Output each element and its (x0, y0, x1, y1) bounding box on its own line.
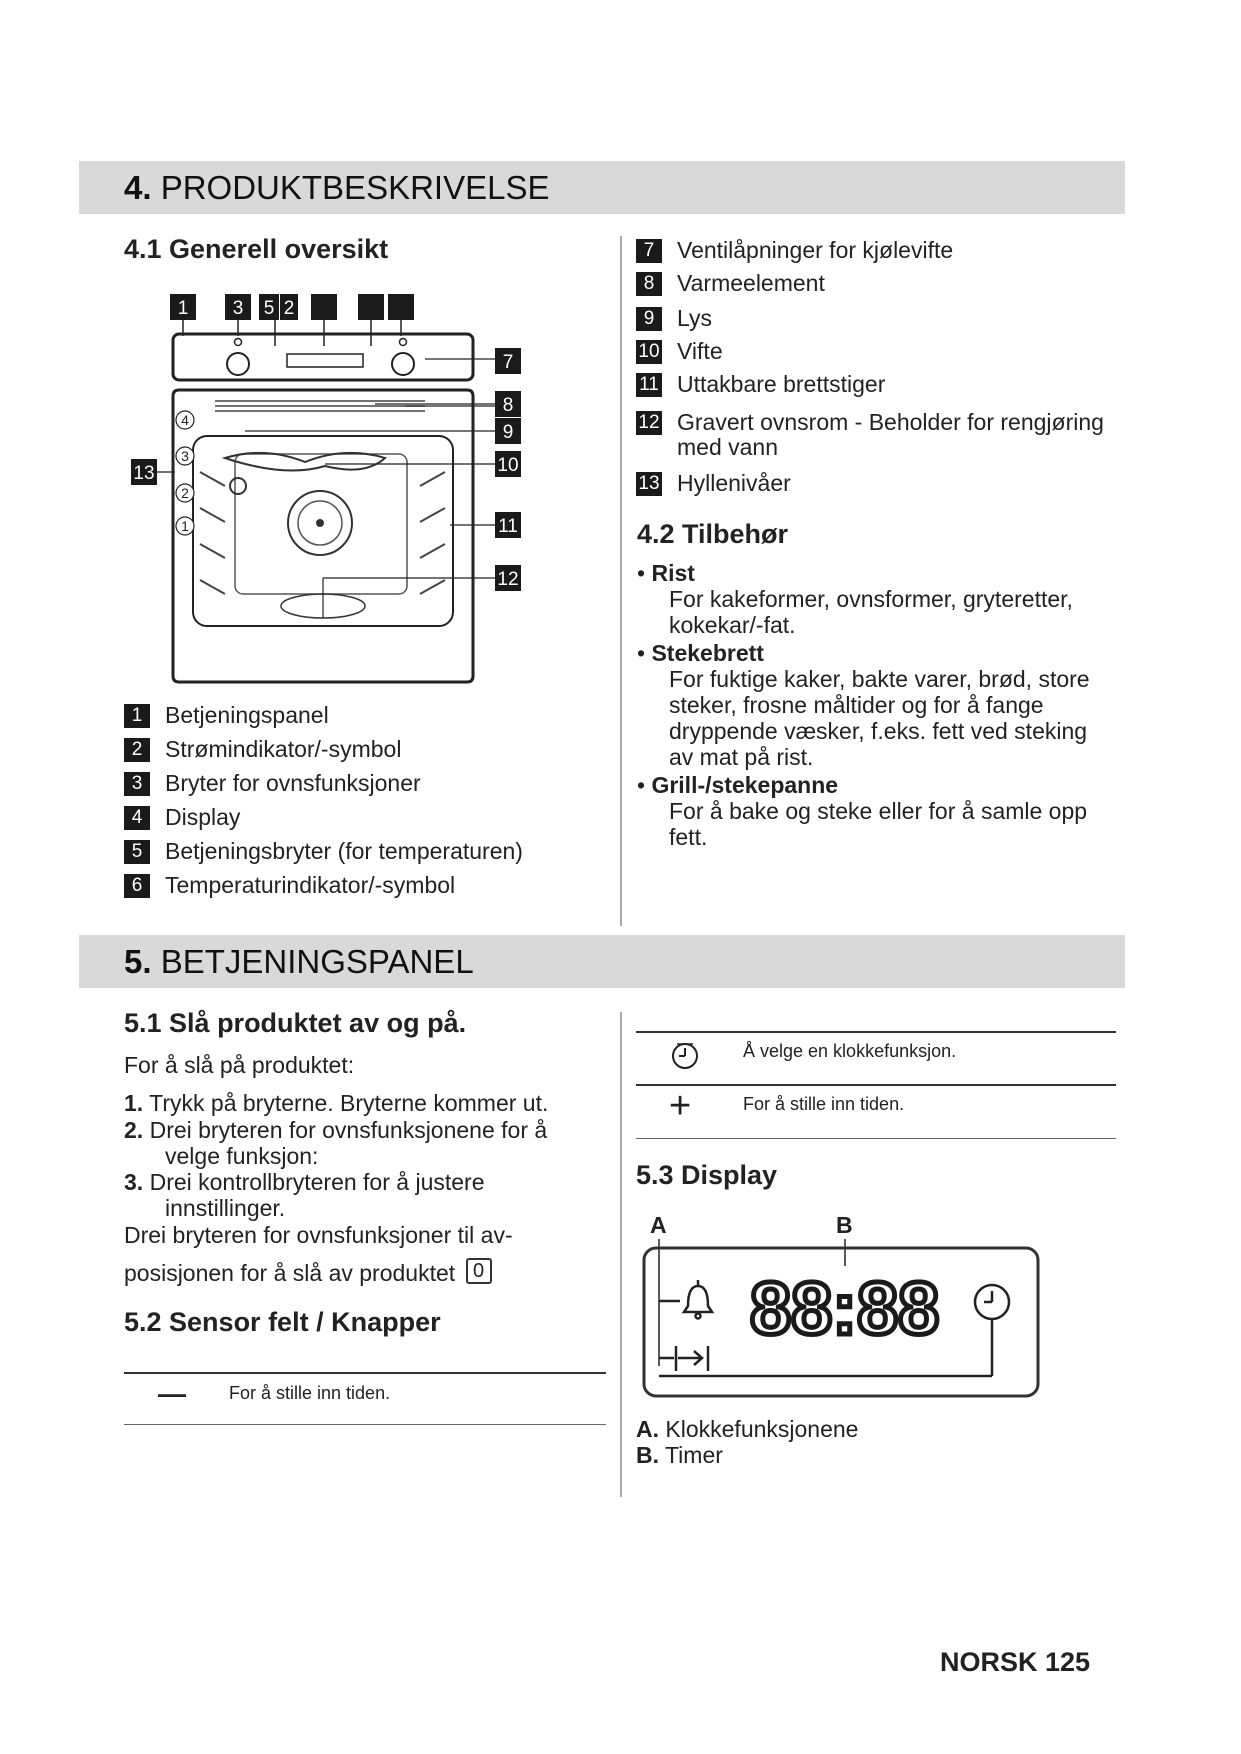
oven-diagram (125, 286, 535, 686)
svg-text:3: 3 (181, 448, 189, 464)
heading-5-3: 5.3 Display (636, 1160, 778, 1190)
svg-text:B: B (836, 1212, 853, 1238)
legend-text: Temperaturindikator/-symbol (165, 872, 456, 898)
display-digits: 88:88 (750, 1267, 940, 1350)
svg-text:2: 2 (283, 298, 295, 319)
off-instruction-2: posisjonen for å slå av produktet 0 (124, 1258, 492, 1287)
sensor-table-bottom (124, 1424, 606, 1425)
accessory-description: For kakeformer, ovnsformer, gryteretter, (669, 586, 1073, 612)
sensor-right-mid (636, 1084, 1116, 1086)
svg-text:7: 7 (502, 352, 514, 373)
accessory-description: fett. (669, 824, 708, 850)
legend-number: 6 (124, 874, 150, 898)
sensor-minus-desc: For å stille inn tiden. (229, 1383, 391, 1403)
legend-text: Ventilåpninger for kjølevifte (677, 237, 954, 263)
svg-text:5: 5 (263, 298, 275, 319)
legend-item-13 (636, 470, 791, 497)
legend-number: 7 (636, 239, 662, 263)
legend-number: 11 (636, 373, 662, 397)
callout-5-2 (259, 294, 298, 346)
control-panel (173, 334, 473, 380)
svg-text:3: 3 (232, 298, 244, 319)
legend-item-3 (124, 770, 421, 797)
legend-item-4 (124, 804, 240, 831)
duration-arrow-icon (659, 1346, 708, 1371)
legend-text: Hyllenivåer (677, 470, 791, 496)
display-note-b: B. Timer (636, 1442, 723, 1468)
legend-number: 4 (124, 806, 150, 830)
heading-4-2: 4.2 Tilbehør (637, 519, 789, 549)
accessory-description: kokekar/-fat. (669, 612, 796, 638)
legend-number: 1 (124, 704, 150, 728)
callout-1 (170, 294, 196, 336)
display-diagram (636, 1206, 1046, 1406)
legend-text: Gravert ovnsrom - Beholder for rengjøring (677, 409, 1104, 435)
legend-text: Betjeningsbryter (for temperaturen) (165, 838, 523, 864)
accessory-description: For fuktige kaker, bakte varer, brød, store (669, 666, 1090, 692)
legend-number: 12 (636, 411, 662, 435)
callout-6-top (388, 294, 414, 320)
off-instruction-1: Drei bryteren for ovnsfunksjoner til av- (124, 1222, 513, 1248)
step-2-cont: velge funksjon: (165, 1143, 319, 1169)
svg-text:8: 8 (502, 395, 514, 416)
heading-4-1: 4.1 Generell oversikt (124, 234, 389, 264)
section4-title: 4. PRODUKTBESKRIVELSE (124, 169, 550, 206)
legend-number: 5 (124, 840, 150, 864)
page-footer: NORSK 125 (940, 1647, 1091, 1677)
step-1: 1. Trykk på bryterne. Bryterne kommer ut. (124, 1090, 549, 1116)
svg-text:A: A (650, 1212, 667, 1238)
svg-text:1: 1 (181, 518, 189, 534)
accessory-description: For å bake og steke eller for å samle opp (669, 798, 1088, 824)
legend-number: 8 (636, 272, 662, 296)
svg-text:2: 2 (181, 485, 189, 501)
legend-text: Lys (677, 305, 712, 331)
accessory-description: av mat på rist. (669, 744, 814, 770)
svg-text:9: 9 (502, 422, 514, 443)
legend-text: Vifte (677, 338, 723, 364)
legend-text: Bryter for ovnsfunksjoner (165, 770, 421, 796)
accessory-description: steker, frosne måltider og for å fange (669, 692, 1044, 718)
svg-text:12: 12 (497, 569, 519, 590)
heading-5-2: 5.2 Sensor felt / Knapper (124, 1307, 441, 1337)
display-note-a: A. Klokkefunksjonene (636, 1416, 859, 1442)
svg-text:11: 11 (498, 516, 518, 537)
step-3-cont: innstillinger. (165, 1195, 286, 1221)
minus-symbol: — (158, 1378, 186, 1409)
sensor-plus-desc: For å stille inn tiden. (743, 1094, 905, 1114)
heading-5-1: 5.1 Slå produktet av og på. (124, 1008, 467, 1038)
legend-number: 2 (124, 738, 150, 762)
clock-icon (670, 1041, 700, 1071)
legend-item-7 (636, 237, 953, 264)
section5-title: 5. BETJENINGSPANEL (124, 943, 474, 980)
legend-number: 13 (636, 472, 662, 496)
legend-number: 3 (124, 772, 150, 796)
svg-text:4: 4 (181, 412, 189, 428)
legend-item-6 (124, 872, 455, 899)
oven-body (173, 390, 473, 682)
column-divider-bottom (620, 1012, 622, 1497)
sensor-clock-desc: Å velge en klokkefunksjon. (743, 1041, 957, 1061)
column-divider-top (620, 236, 622, 926)
legend-text: Uttakbare brettstiger (677, 371, 886, 397)
off-position-symbol: 0 (466, 1258, 492, 1284)
legend-item-2 (124, 736, 401, 763)
accessory-name: • Grill-/stekepanne (637, 772, 839, 798)
accessory-description: dryppende væsker, f.eks. fett ved steking (669, 718, 1088, 744)
legend-item-11 (636, 371, 885, 398)
accessory-name: • Rist (637, 560, 695, 586)
legend-text: Betjeningspanel (165, 702, 329, 728)
bell-icon (659, 1280, 712, 1319)
legend-text: Varmeelement (677, 270, 825, 296)
accessory-name: • Stekebrett (637, 640, 764, 666)
legend-number: 9 (636, 307, 662, 331)
legend-text: Strømindikator/-symbol (165, 736, 402, 762)
legend-item-9 (636, 305, 712, 332)
legend-item-8 (636, 270, 825, 297)
svg-text:1: 1 (177, 298, 189, 319)
callout-5-top (358, 294, 384, 320)
callout-3 (225, 294, 251, 336)
intro-text: For å slå på produktet: (124, 1052, 355, 1078)
plus-symbol: + (669, 1085, 692, 1127)
legend-text: Display (165, 804, 241, 830)
legend-text-cont: med vann (677, 434, 779, 460)
step-3: 3. Drei kontrollbryteren for å justere (124, 1169, 485, 1195)
legend-item-12 (636, 409, 1104, 436)
legend-item-10 (636, 338, 723, 365)
step-2: 2. Drei bryteren for ovnsfunksjonene for å (124, 1117, 548, 1143)
sensor-right-bottom (636, 1138, 1116, 1139)
svg-text:13: 13 (133, 463, 155, 484)
legend-item-1 (124, 702, 329, 729)
sensor-table-top (124, 1372, 606, 1374)
callout-4-top (311, 294, 337, 320)
legend-item-5 (124, 838, 523, 865)
legend-number: 10 (636, 340, 662, 364)
svg-text:10: 10 (497, 455, 519, 476)
sensor-right-top (636, 1031, 1116, 1033)
